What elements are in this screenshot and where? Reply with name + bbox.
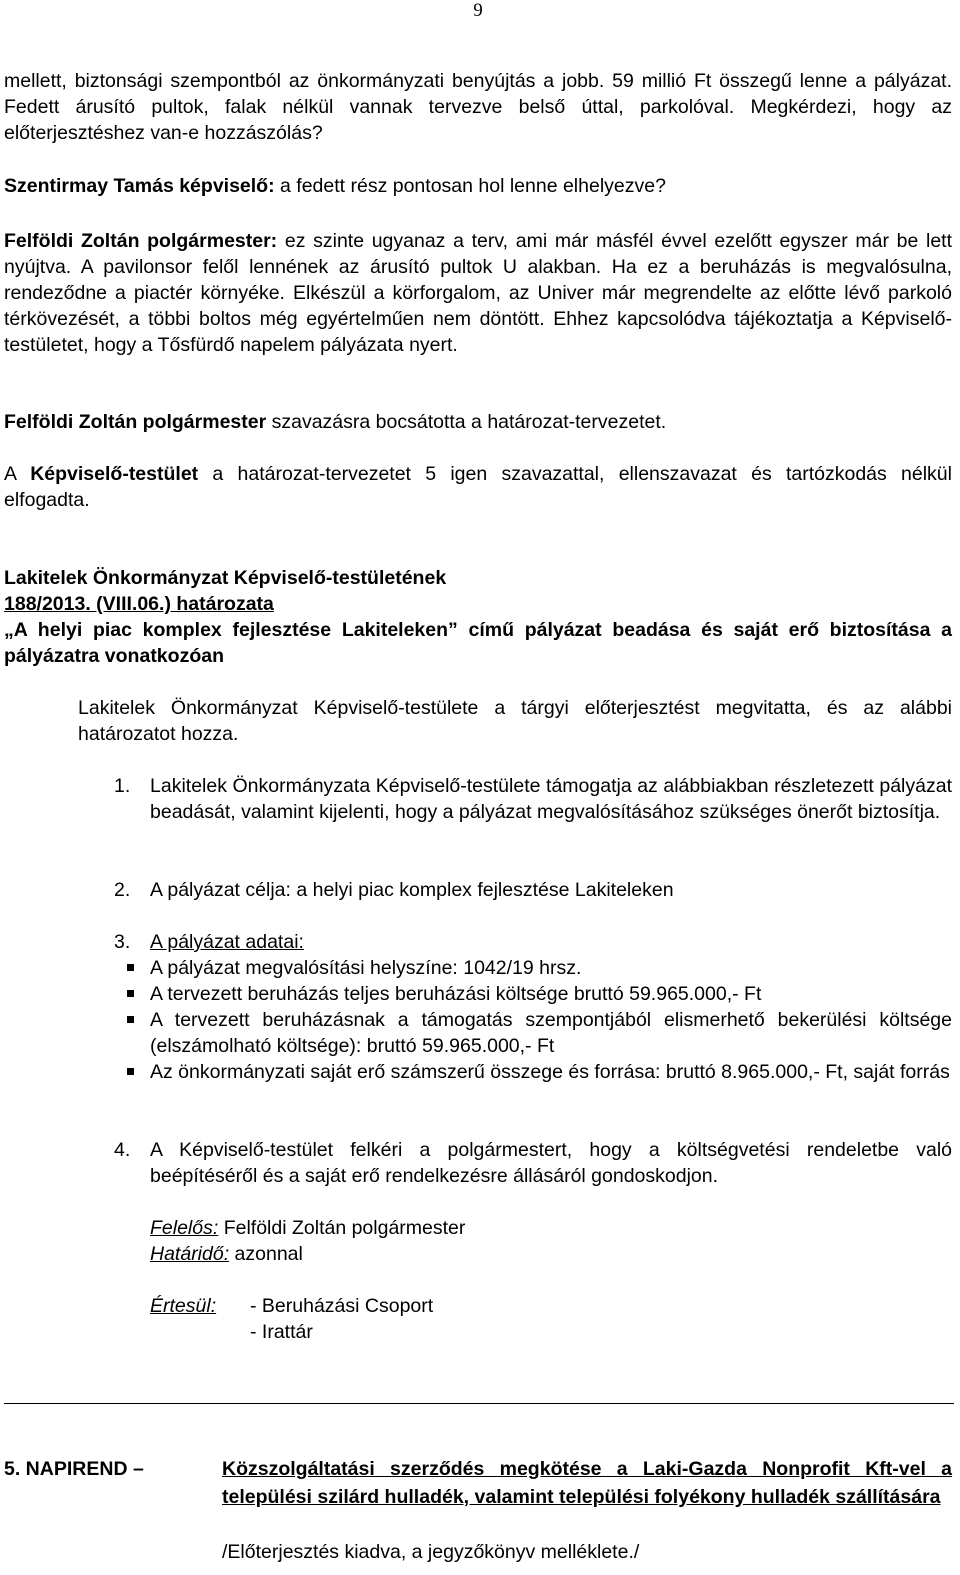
speaker-text: ez szinte ugyanaz a terv, ami már másfél évvel ezelőtt egyszer már be lett nyújtva. A pavilonsor felől lennének az árusító pultok U alakban. Ha ez a beruházás is megvalósulna, rendeződne a piactér környéke. Elkészül a körforgalom, az Univer már megrendelte az előtte lévő parkoló térkövezését, a többi boltos még egyértelműen nem döntött. Ehhez kapcsolódva tájékoztatja a Képviselő-testületet, hogy a Tősfürdő napelem pályázata nyert. bbox=[4, 230, 953, 356]
item-text: A pályázat adatai: bbox=[150, 931, 304, 953]
council-name: Képviselő-testület bbox=[30, 463, 199, 485]
list-item bbox=[124, 955, 952, 981]
intro-paragraph-4 bbox=[4, 409, 952, 435]
resolution-preamble-text: Lakitelek Önkormányzat Képviselő-testülete a tárgyi előterjesztést megvitatta, és az alábbi határozatot hozza. bbox=[78, 697, 952, 745]
item-number: 2. bbox=[114, 879, 131, 901]
notify-recipient: - Beruházási Csoport bbox=[250, 1295, 434, 1317]
speaker-text: szavazásra bocsátotta a határozat-tervezetet. bbox=[266, 411, 667, 433]
resolution-heading-line1: Lakitelek Önkormányzat Képviselő-testületének bbox=[4, 567, 447, 589]
list-item-text: A pályázat megvalósítási helyszíne: 1042/19 hrsz. bbox=[150, 957, 582, 979]
resolution-item-4 bbox=[114, 1137, 952, 1189]
notify-label: Értesül: bbox=[150, 1295, 217, 1317]
list-item bbox=[124, 1007, 952, 1059]
list-item-text: A tervezett beruházás teljes beruházási költsége bruttó 59.965.000,- Ft bbox=[150, 983, 762, 1005]
vote-prefix: A bbox=[4, 463, 31, 485]
intro-paragraph-5 bbox=[4, 461, 952, 513]
intro-paragraph-3 bbox=[4, 228, 952, 358]
resolution-title: „A helyi piac komplex fejlesztése Lakiteleken” című pályázat beadása és saját erő biztosítása a pályázatra vonatkozóan bbox=[4, 619, 952, 667]
square-bullet-icon bbox=[127, 1068, 134, 1075]
speaker-name: Felföldi Zoltán polgármester: bbox=[4, 230, 278, 252]
speaker-name: Szentirmay Tamás képviselő: bbox=[4, 175, 275, 197]
vote-text: a határozat-tervezetet 5 igen szavazattal, ellenszavazat és tartózkodás nélkül elfogadta. bbox=[4, 463, 952, 511]
responsibility-block bbox=[114, 1215, 952, 1267]
resolution-heading bbox=[4, 565, 952, 669]
list-item bbox=[124, 1059, 952, 1085]
list-item-text: A tervezett beruházásnak a támogatás szempontjából elismerhető bekerülési költsége (elszámolható költsége): bruttó 59.965.000,- Ft bbox=[150, 1009, 952, 1057]
pályázat-details-list bbox=[124, 955, 952, 1085]
speaker-text: a fedett rész pontosan hol lenne elhelyezve? bbox=[274, 175, 666, 197]
item-text: A Képviselő-testület felkéri a polgármestert, hogy a költségvetési rendeletbe való beépítéséről és a saját erő rendelkezésre állásáról gondoskodjon. bbox=[150, 1139, 952, 1187]
agenda-label: 5. NAPIREND – bbox=[4, 1458, 144, 1480]
item-number: 1. bbox=[114, 775, 131, 797]
page-number: 9 bbox=[473, 0, 483, 21]
agenda-note: /Előterjesztés kiadva, a jegyzőkönyv melléklete./ bbox=[222, 1541, 640, 1563]
item-text: A pályázat célja: a helyi piac komplex fejlesztése Lakiteleken bbox=[150, 879, 674, 901]
agenda-title: Közszolgáltatási szerződés megkötése a Laki-Gazda Nonprofit Kft-vel a települési szilárd hulladék, valamint települési folyékony hulladék szállítására bbox=[222, 1458, 952, 1508]
notify-recipient: - Irattár bbox=[250, 1321, 313, 1343]
square-bullet-icon bbox=[127, 1016, 134, 1023]
resolution-item-2 bbox=[114, 877, 952, 903]
resolution-item-3 bbox=[114, 929, 952, 955]
deadline-label: Határidő: bbox=[150, 1243, 230, 1265]
list-item bbox=[124, 981, 952, 1007]
responsible-value: Felföldi Zoltán polgármester bbox=[218, 1217, 466, 1239]
intro-paragraph-1 bbox=[4, 68, 952, 146]
speaker-name: Felföldi Zoltán polgármester bbox=[4, 411, 267, 433]
notify-block bbox=[114, 1293, 952, 1343]
square-bullet-icon bbox=[127, 964, 134, 971]
item-number: 3. bbox=[114, 931, 131, 953]
resolution-heading-line2: 188/2013. (VIII.06.) határozata bbox=[4, 593, 274, 615]
item-text: Lakitelek Önkormányzata Képviselő-testülete támogatja az alábbiakban részletezett pályázat beadását, valamint kijelenti, hogy a pályázat megvalósításához szükséges önerőt biztosítja. bbox=[150, 775, 952, 823]
section-divider bbox=[4, 1403, 954, 1404]
item-number: 4. bbox=[114, 1139, 131, 1161]
resolution-preamble bbox=[78, 695, 952, 747]
intro-paragraph-2 bbox=[4, 173, 952, 199]
deadline-value: azonnal bbox=[229, 1243, 303, 1265]
resolution-item-1 bbox=[114, 773, 952, 825]
square-bullet-icon bbox=[127, 990, 134, 997]
intro-paragraph-1-text: mellett, biztonsági szempontból az önkormányzati benyújtás a jobb. 59 millió Ft összegű lenne a pályázat. Fedett árusító pultok, falak nélkül vannak tervezve belső úttal, parkolóval. Megkérdezi, hogy az előterjesztéshez van-e hozzászólás? bbox=[4, 70, 952, 144]
list-item-text: Az önkormányzati saját erő számszerű összege és forrása: bruttó 8.965.000,- Ft, saját forrás bbox=[150, 1061, 950, 1083]
responsible-label: Felelős: bbox=[150, 1217, 219, 1239]
